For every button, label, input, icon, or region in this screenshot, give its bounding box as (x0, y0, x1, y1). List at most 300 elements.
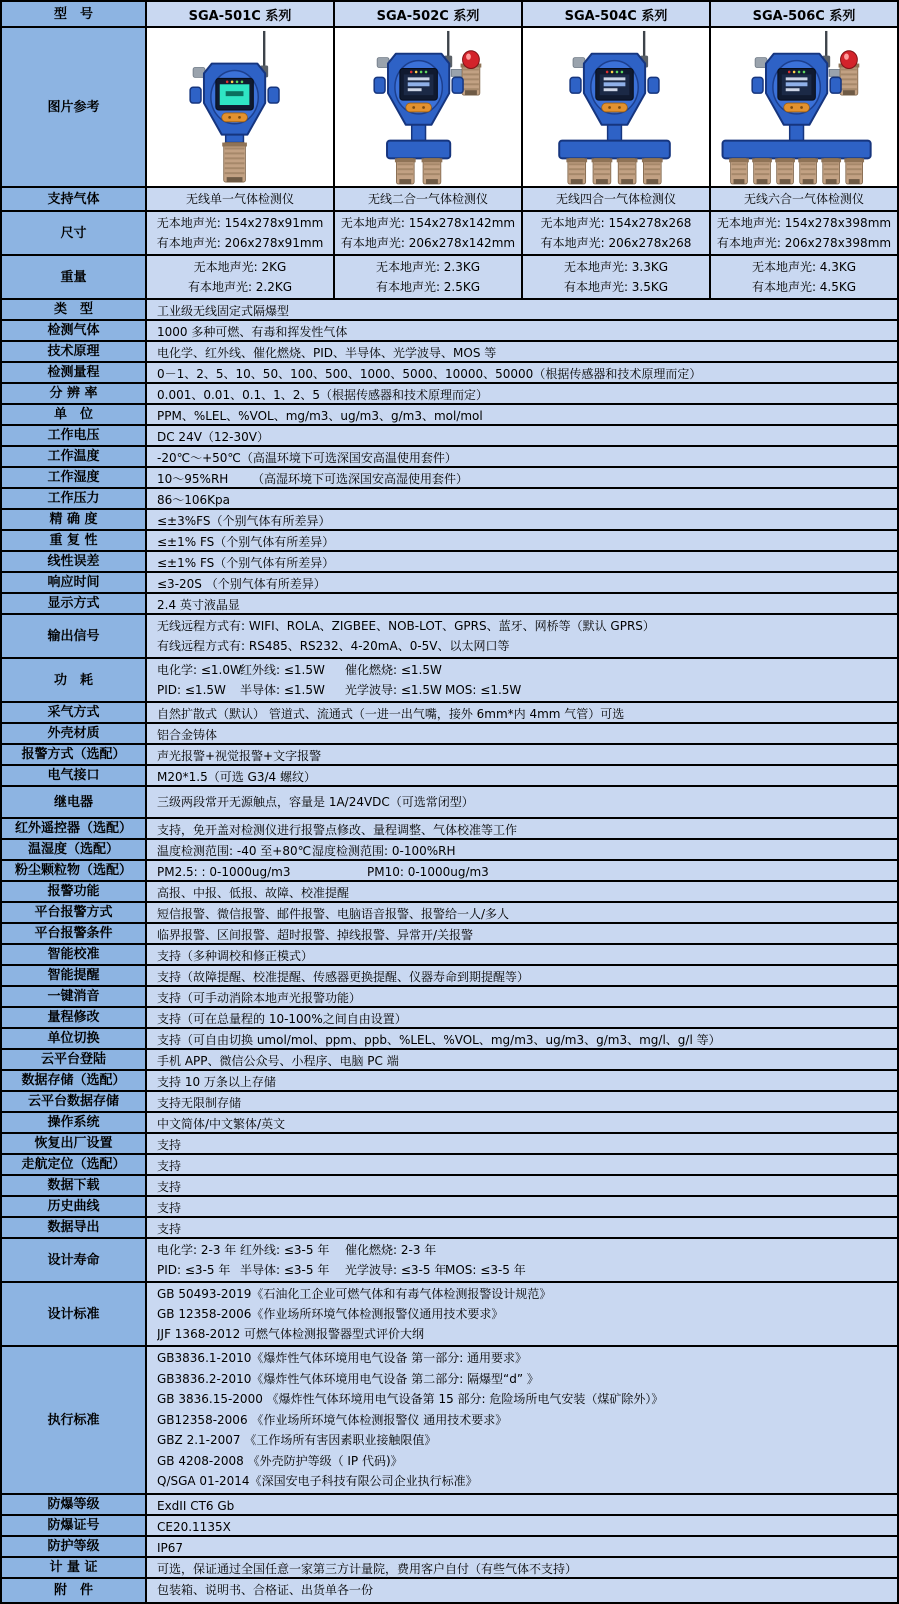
row-values (147, 447, 897, 466)
row-label-mobile-positioning: 走航定位（选配） (2, 1155, 147, 1174)
value-line (157, 1009, 891, 1026)
row-values (147, 1537, 897, 1556)
row-value-accessories (147, 1579, 897, 1602)
value-text: 声光报警+视觉报警+文字报警 (157, 749, 322, 763)
cell-line: 无本地声光: 2.3KG (375, 260, 481, 274)
row-value-smart-calibration (147, 945, 897, 964)
value-text: 86～106Kpa (157, 493, 231, 507)
value-line (157, 490, 891, 507)
value-text: 支持 (157, 1222, 182, 1236)
row-label-design-life: 设计寿命 (2, 1239, 147, 1281)
value-line (157, 511, 891, 528)
row-label-relay: 继电器 (2, 787, 147, 817)
value-line (157, 343, 891, 360)
value-line (157, 1410, 891, 1431)
row-label-os: 操作系统 (2, 1113, 147, 1132)
row-values (147, 212, 897, 254)
spec-row-cloud-storage (2, 1092, 897, 1113)
row-label-temp-humidity: 温湿度（选配） (2, 840, 147, 859)
cell-line: 有本地声光: 2.5KG (375, 280, 481, 294)
cell-line: 无本地声光: 2KG (193, 260, 287, 274)
spec-row-sampling-method (2, 703, 897, 724)
row-value-cloud-login (147, 1050, 897, 1069)
value-line (157, 1580, 891, 1601)
row-value-working-temp (147, 447, 897, 466)
cell-line: 无线四合一气体检测仪 (555, 192, 676, 206)
row-value-dust-particles (147, 861, 897, 880)
value-text: ≤±1% FS（个别气体有所差异） (157, 556, 335, 570)
row-values (147, 510, 897, 529)
row-value-data-storage (147, 1071, 897, 1090)
value-text: 中文简体/中文繁体/英文 (157, 1117, 286, 1131)
row-values (147, 1092, 897, 1111)
value-text: 电化学: ≤1.0W (157, 663, 242, 677)
row-values (147, 468, 897, 487)
row-label-dust-particles: 粉尘颗粒物（选配） (2, 861, 147, 880)
spec-row-platform-alarm-condition (2, 924, 897, 945)
value-line (157, 1430, 891, 1451)
row-value-response-time (147, 573, 897, 592)
gas-detector-single-sensor-icon (147, 28, 333, 186)
value-text: 催化燃烧: 2-3 年 (345, 1243, 437, 1257)
value-text: -20℃～+50℃（高温环境下可选深国安高温使用套件） (157, 451, 457, 465)
value-line (157, 1156, 891, 1173)
row-label-detect-range: 检测量程 (2, 363, 147, 382)
value-line (157, 385, 891, 402)
row-value-detect-range (147, 363, 897, 382)
value-text: 临界报警、区间报警、超时报警、掉线报警、异常开/关报警 (157, 928, 474, 942)
cell-line: 无本地声光: 154x278x142mm (340, 216, 516, 230)
row-label-power-consumption: 功 耗 (2, 659, 147, 701)
spec-row-unit (2, 405, 897, 426)
value-line (157, 448, 891, 465)
value-text: 支持（多种调校和修正模式） (157, 949, 314, 963)
row-values (147, 1283, 897, 1345)
spec-row-housing-material (2, 724, 897, 745)
value-line (157, 1240, 891, 1260)
spec-row-dust-particles (2, 861, 897, 882)
row-values (147, 405, 897, 424)
row-value-platform-alarm-condition (147, 924, 897, 943)
value-text: 10～95%RH (157, 472, 229, 486)
spec-cell (523, 256, 711, 298)
row-label-smart-calibration: 智能校准 (2, 945, 147, 964)
cell-line: 有本地声光: 2.2KG (187, 280, 293, 294)
value-text: 工业级无线固定式隔爆型 (157, 304, 290, 318)
value-line (157, 1072, 891, 1089)
spec-cell (147, 188, 335, 210)
row-label-accessories: 附 件 (2, 1579, 147, 1602)
spec-row-data-download (2, 1176, 897, 1197)
row-values (147, 1579, 897, 1602)
row-label-working-temp: 工作温度 (2, 447, 147, 466)
value-text: 支持 (157, 1180, 182, 1194)
value-line (157, 792, 891, 813)
row-values (147, 945, 897, 964)
row-values (147, 1516, 897, 1535)
spec-cell (523, 188, 711, 210)
value-text: MOS: ≤1.5W (445, 683, 522, 697)
value-text: 支持（可手动消除本地声光报警功能） (157, 991, 362, 1005)
value-line (157, 1348, 891, 1369)
row-values (147, 594, 897, 613)
value-line (157, 1304, 891, 1324)
value-text: 光学波导: ≤1.5W (345, 683, 442, 697)
value-text: 包装箱、说明书、合格证、出货单各一份 (157, 1583, 374, 1597)
value-text: 高报、中报、低报、故障、校准提醒 (157, 886, 350, 900)
row-value-design-life (147, 1239, 897, 1281)
value-line (157, 1559, 891, 1576)
row-value-type (147, 300, 897, 319)
value-text: 红外线: ≤1.5W (240, 663, 325, 677)
product-image-1 (147, 28, 335, 186)
row-label-protection-grade: 防护等级 (2, 1537, 147, 1556)
row-value-working-pressure (147, 489, 897, 508)
cell-line: 无本地声光: 154x278x268 (540, 216, 692, 230)
row-values (147, 1029, 897, 1048)
row-label-platform-alarm-method: 平台报警方式 (2, 903, 147, 922)
model-header-1: SGA-501C 系列 (147, 2, 335, 26)
row-value-alarm-function (147, 882, 897, 901)
value-line (157, 1517, 891, 1534)
spec-row-model-header (2, 2, 897, 28)
row-values (147, 573, 897, 592)
spec-row-smart-calibration (2, 945, 897, 966)
row-label-resolution: 分 辨 率 (2, 384, 147, 403)
value-text: 电化学、红外线、催化燃烧、PID、半导体、光学波导、MOS 等 (157, 346, 497, 360)
row-value-working-humidity (147, 468, 897, 487)
row-values (147, 819, 897, 838)
row-value-ir-remote (147, 819, 897, 838)
row-values (147, 861, 897, 880)
spec-row-factory-reset (2, 1134, 897, 1155)
spec-row-relay (2, 787, 897, 819)
row-value-resolution (147, 384, 897, 403)
row-value-temp-humidity (147, 840, 897, 859)
spec-row-explosion-proof-cert (2, 1516, 897, 1537)
row-label-factory-reset: 恢复出厂设置 (2, 1134, 147, 1153)
row-values (147, 256, 897, 298)
row-value-repeatability (147, 531, 897, 550)
value-line (157, 301, 891, 318)
spec-cell (147, 212, 335, 254)
spec-row-resolution (2, 384, 897, 405)
row-value-design-standard (147, 1283, 897, 1345)
row-value-sampling-method (147, 703, 897, 722)
value-line (157, 406, 891, 423)
row-label-alarm-method: 报警方式（选配） (2, 745, 147, 764)
spec-row-power-consumption (2, 659, 897, 703)
row-value-accuracy (147, 510, 897, 529)
value-text: 支持 10 万条以上存储 (157, 1075, 276, 1089)
row-label-unit: 单 位 (2, 405, 147, 424)
row-values (147, 531, 897, 550)
row-value-data-export (147, 1218, 897, 1237)
value-text: ≤±1% FS（个别气体有所差异） (157, 535, 335, 549)
value-text: GB 50493-2019《石油化工企业可燃气体和有毒气体检测报警设计规范》 (157, 1287, 552, 1301)
row-value-housing-material (147, 724, 897, 743)
row-label-supported-gas: 支持气体 (2, 188, 147, 210)
row-label-working-voltage: 工作电压 (2, 426, 147, 445)
spec-row-mobile-positioning (2, 1155, 897, 1176)
row-label-data-storage: 数据存储（选配） (2, 1071, 147, 1090)
cell-line: 有本地声光: 3.5KG (563, 280, 669, 294)
spec-row-working-pressure (2, 489, 897, 510)
value-text: PM10: 0-1000ug/m3 (367, 865, 489, 879)
row-label-model-header: 型 号 (2, 2, 147, 26)
row-values (147, 300, 897, 319)
row-values (147, 924, 897, 943)
row-values (147, 1197, 897, 1216)
value-text: （高湿环境下可选深国安高湿使用套件） (252, 472, 469, 486)
row-label-unit-switch: 单位切换 (2, 1029, 147, 1048)
cell-line: 无本地声光: 3.3KG (563, 260, 669, 274)
row-value-detect-gas (147, 321, 897, 340)
row-label-repeatability: 重 复 性 (2, 531, 147, 550)
row-value-relay (147, 787, 897, 817)
row-label-alarm-function: 报警功能 (2, 882, 147, 901)
value-line (157, 1219, 891, 1236)
spec-row-metrology-cert (2, 1558, 897, 1579)
value-line (157, 1177, 891, 1194)
row-value-unit-switch (147, 1029, 897, 1048)
row-values (147, 426, 897, 445)
value-line (157, 322, 891, 339)
spec-row-explosion-proof-grade (2, 1495, 897, 1516)
row-label-range-modify: 量程修改 (2, 1008, 147, 1027)
row-label-working-pressure: 工作压力 (2, 489, 147, 508)
row-value-os (147, 1113, 897, 1132)
spec-row-display (2, 594, 897, 615)
row-values (147, 882, 897, 901)
value-text: 支持 (157, 1201, 182, 1215)
value-text: GB 3836.15-2000 《爆炸性气体环境用电气设备第 15 部分: 危险场所电气安装（煤矿除外）》 (157, 1392, 664, 1407)
row-value-metrology-cert (147, 1558, 897, 1577)
spec-row-one-key-mute (2, 987, 897, 1008)
row-value-alarm-method (147, 745, 897, 764)
row-label-one-key-mute: 一键消音 (2, 987, 147, 1006)
value-line (157, 364, 891, 381)
row-values (147, 766, 897, 785)
spec-cell (147, 256, 335, 298)
row-values (147, 1113, 897, 1132)
value-line (157, 1324, 891, 1344)
value-text: 电化学: 2-3 年 (157, 1243, 237, 1257)
row-values (147, 966, 897, 985)
row-label-housing-material: 外壳材质 (2, 724, 147, 743)
row-values (147, 342, 897, 361)
value-line (157, 1051, 891, 1068)
row-value-smart-reminder (147, 966, 897, 985)
spec-row-working-voltage (2, 426, 897, 447)
spec-row-alarm-function (2, 882, 897, 903)
value-line (157, 1093, 891, 1110)
row-label-weight: 重量 (2, 256, 147, 298)
spec-row-repeatability (2, 531, 897, 552)
row-values (147, 1347, 897, 1493)
row-label-linearity-error: 线性误差 (2, 552, 147, 571)
cell-line: 无本地声光: 154x278x91mm (156, 216, 324, 230)
value-text: 手机 APP、微信公众号、小程序、电脑 PC 端 (157, 1054, 399, 1068)
value-text: 2.4 英寸液晶显 (157, 598, 240, 612)
row-label-dimensions: 尺寸 (2, 212, 147, 254)
spec-row-data-storage (2, 1071, 897, 1092)
value-line (157, 660, 891, 680)
row-label-metrology-cert: 计 量 证 (2, 1558, 147, 1577)
value-line (157, 427, 891, 444)
row-value-display (147, 594, 897, 613)
spec-row-supported-gas (2, 188, 897, 212)
value-line (157, 532, 891, 549)
row-values (147, 615, 897, 657)
value-text: 半导体: ≤3-5 年 (240, 1263, 330, 1277)
cell-line: 无本地声光: 4.3KG (751, 260, 857, 274)
row-value-output-signal (147, 615, 897, 657)
spec-cell (711, 212, 897, 254)
row-value-platform-alarm-method (147, 903, 897, 922)
value-text: IP67 (157, 1541, 184, 1555)
row-values (147, 552, 897, 571)
value-text: GB 4208-2008 《外壳防护等级（ IP 代码)》 (157, 1453, 403, 1468)
cell-line: 无线单一气体检测仪 (185, 192, 294, 206)
value-text: 支持 (157, 1159, 182, 1173)
value-text: 0.001、0.01、0.1、1、2、5（根据传感器和技术原理而定） (157, 388, 489, 402)
spec-row-electrical-interface (2, 766, 897, 787)
spec-row-accessories (2, 1579, 897, 1602)
spec-row-range-modify (2, 1008, 897, 1029)
cell-line: 有本地声光: 4.5KG (751, 280, 857, 294)
spec-cell (335, 212, 523, 254)
value-text: 短信报警、微信报警、邮件报警、电脑语音报警、报警给一人/多人 (157, 907, 510, 921)
value-text: 支持无限制存储 (157, 1096, 242, 1110)
row-values (147, 1155, 897, 1174)
row-values (147, 745, 897, 764)
spec-row-response-time (2, 573, 897, 594)
row-value-execution-standard (147, 1347, 897, 1493)
row-value-one-key-mute (147, 987, 897, 1006)
product-image-3 (523, 28, 711, 186)
spec-row-protection-grade (2, 1537, 897, 1558)
spec-row-image-reference (2, 28, 897, 188)
value-text: 铝合金铸体 (157, 728, 218, 742)
row-value-linearity-error (147, 552, 897, 571)
spec-row-unit-switch (2, 1029, 897, 1050)
row-value-tech-principle (147, 342, 897, 361)
row-value-power-consumption (147, 659, 897, 701)
value-text: DC 24V（12-30V） (157, 430, 269, 444)
value-text: 支持 (157, 1138, 182, 1152)
value-line (157, 883, 891, 900)
spec-row-detect-gas (2, 321, 897, 342)
value-line (157, 574, 891, 591)
value-text: ExdII CT6 Gb (157, 1499, 235, 1513)
value-line (157, 469, 891, 486)
row-label-cloud-login: 云平台登陆 (2, 1050, 147, 1069)
row-values (147, 1218, 897, 1237)
value-line (157, 1451, 891, 1472)
spec-row-platform-alarm-method (2, 903, 897, 924)
value-text: ≤±3%FS（个别气体有所差异） (157, 514, 331, 528)
spec-row-weight (2, 256, 897, 300)
value-line (157, 862, 891, 879)
row-values (147, 363, 897, 382)
value-line (157, 841, 891, 858)
row-values (147, 1008, 897, 1027)
row-values (147, 1558, 897, 1577)
row-label-output-signal: 输出信号 (2, 615, 147, 657)
value-text: 三级两段常开无源触点，容量是 1A/24VDC（可选常闭型） (157, 794, 474, 809)
value-text: 湿度检测范围: 0-100%RH (312, 844, 456, 858)
spec-row-type (2, 300, 897, 321)
value-line (157, 1369, 891, 1390)
spec-row-working-humidity (2, 468, 897, 489)
spec-cell (711, 256, 897, 298)
row-label-history-curve: 历史曲线 (2, 1197, 147, 1216)
spec-cell (335, 188, 523, 210)
row-label-design-standard: 设计标准 (2, 1283, 147, 1345)
value-text: 红外线: ≤3-5 年 (240, 1243, 330, 1257)
value-text: 无线远程方式有: WIFI、ROLA、ZIGBEE、NOB-LOT、GPRS、蓝牙、网桥等（默认 GPRS） (157, 619, 655, 633)
value-text: ≤3-20S （个别气体有所差异） (157, 577, 326, 591)
value-line (157, 1496, 891, 1513)
cell-line: 有本地声光: 206x278x268 (540, 236, 692, 250)
spec-row-history-curve (2, 1197, 897, 1218)
value-line (157, 967, 891, 984)
row-values (147, 703, 897, 722)
cell-line: 有本地声光: 206x278x91mm (156, 236, 324, 250)
value-line (157, 1538, 891, 1555)
spec-row-ir-remote (2, 819, 897, 840)
spec-row-alarm-method (2, 745, 897, 766)
value-line (157, 1471, 891, 1492)
row-label-explosion-proof-cert: 防爆证号 (2, 1516, 147, 1535)
product-image-4 (711, 28, 897, 186)
value-text: GB 12358-2006《作业场所环境气体检测报警仪通用技术要求》 (157, 1307, 504, 1321)
row-label-electrical-interface: 电气接口 (2, 766, 147, 785)
spec-row-execution-standard (2, 1347, 897, 1495)
row-label-display: 显示方式 (2, 594, 147, 613)
row-label-execution-standard: 执行标准 (2, 1347, 147, 1493)
spec-row-design-life (2, 1239, 897, 1283)
value-line (157, 704, 891, 721)
value-line (157, 746, 891, 763)
spec-row-accuracy (2, 510, 897, 531)
value-text: MOS: ≤3-5 年 (445, 1263, 526, 1277)
row-value-unit (147, 405, 897, 424)
row-label-cloud-storage: 云平台数据存储 (2, 1092, 147, 1111)
row-values (147, 2, 897, 26)
value-text: JJF 1368-2012 可燃气体检测报警器型式评价大纲 (157, 1327, 425, 1341)
row-label-response-time: 响应时间 (2, 573, 147, 592)
row-value-mobile-positioning (147, 1155, 897, 1174)
row-label-accuracy: 精 确 度 (2, 510, 147, 529)
value-line (157, 925, 891, 942)
spec-row-data-export (2, 1218, 897, 1239)
value-line (157, 1114, 891, 1131)
value-text: GB3836.2-2010《爆炸性气体环境用电气设备 第二部分: 隔爆型“d” 》 (157, 1371, 539, 1386)
value-text: 1000 多种可燃、有毒和挥发性气体 (157, 325, 348, 339)
value-line (157, 946, 891, 963)
row-label-platform-alarm-condition: 平台报警条件 (2, 924, 147, 943)
value-text: PM2.5: : 0-1000ug/m3 (157, 865, 291, 879)
row-values (147, 1134, 897, 1153)
value-line (157, 1284, 891, 1304)
row-values (147, 188, 897, 210)
value-line (157, 636, 891, 656)
row-label-sampling-method: 采气方式 (2, 703, 147, 722)
row-value-data-download (147, 1176, 897, 1195)
row-values (147, 903, 897, 922)
